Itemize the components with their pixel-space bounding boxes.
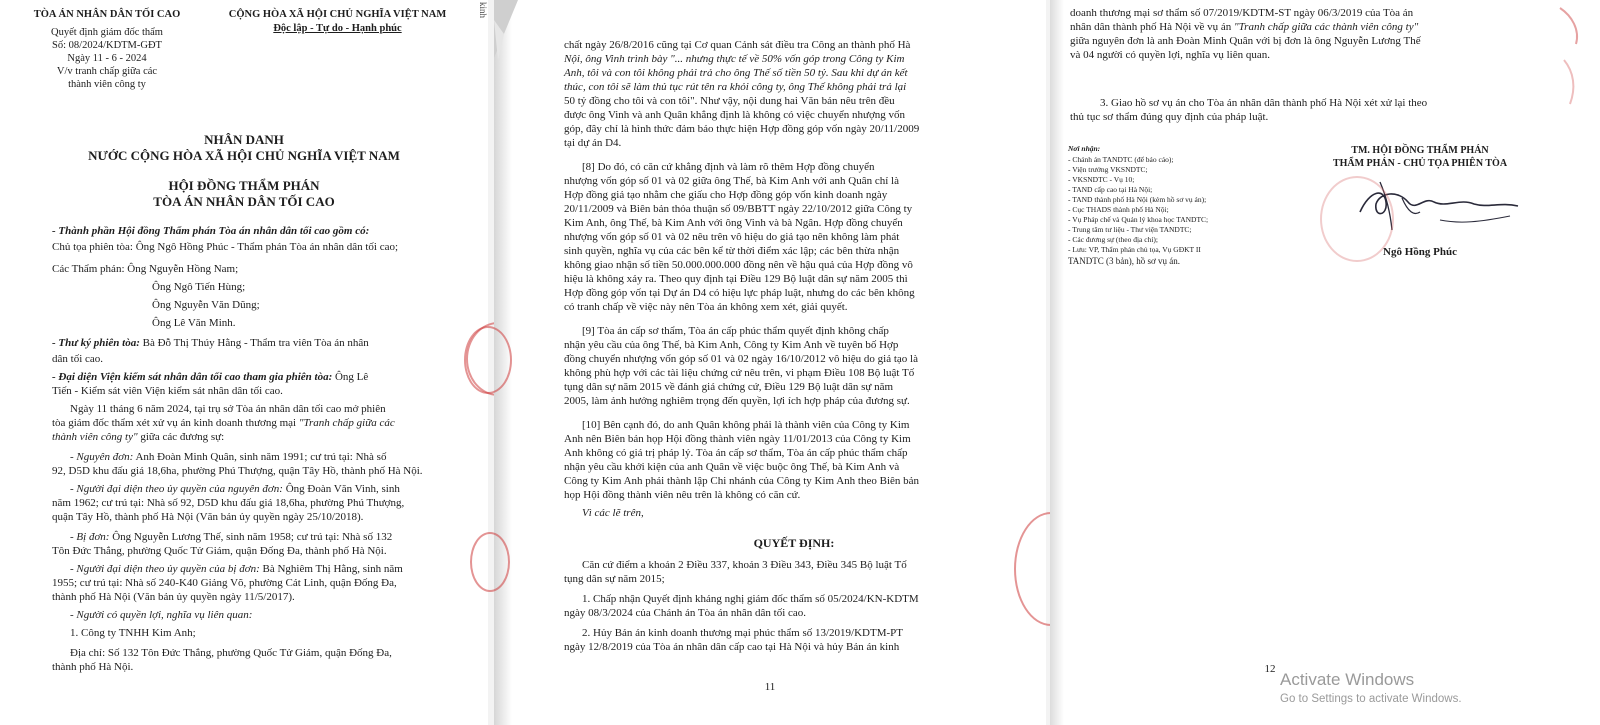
activate-windows-title: Activate Windows <box>1280 670 1415 689</box>
defendant-label: - Bị đơn: <box>70 531 110 543</box>
composition-label: - Thành phần Hội đồng Thẩm phán Tòa án nhân dân tối cao gồm có: <box>52 225 370 237</box>
text-line: Anh không có giá trị pháp lý. Tòa án cấp sơ thẩm, Tòa án cấp phúc thẩm chấp <box>564 447 908 459</box>
national-motto <box>200 22 475 36</box>
text-line: [8] Do đó, có căn cứ khẳng định và làm rõ thêm Hợp đồng chuyển <box>582 161 875 173</box>
plaintiff-rep-label: - Người đại diện theo ủy quyền của nguyên đơn: <box>70 483 283 495</box>
defendant-rep-line-3: thành phố Hà Nội (Văn bản ủy quyền ngày 11/5/2017). <box>52 591 295 603</box>
recipient-item: TANDTC (3 bản), hồ sơ vụ án. <box>1068 256 1181 266</box>
text-line <box>1070 20 1560 34</box>
document-page-3 <box>1050 0 1600 725</box>
decision-reference-block <box>22 26 192 91</box>
text-line: [10] Bên cạnh đó, do anh Quân không phải là thành viên của Công ty Kim <box>582 419 910 431</box>
text-line: tụng dân sự năm 2015 về đánh giá chứng cứ, Điều 129 Bộ luật dân sự năm <box>564 381 894 393</box>
plaintiff-line <box>70 450 472 464</box>
recipient-item: - Vụ Pháp chế và Quản lý khoa học TANDTC; <box>1068 215 1209 224</box>
text-line: không phù hợp với các tài liệu chứng cứ nêu trên, vi phạm Điều 108 Bộ luật Tố <box>564 367 915 379</box>
opening-line-1: Ngày 11 tháng 6 năm 2024, tại trụ sở Tòa án nhân dân tối cao mở phiên <box>70 403 386 415</box>
margin-note: kinh <box>478 2 488 19</box>
defendant-line <box>70 530 472 544</box>
text-line: chất ngày 26/8/2016 cũng tại Cơ quan Cảnh sát điều tra Công an thành phố Hà <box>564 39 911 51</box>
text-line: góp, đây chỉ là hình thức đảm bảo thực hiện Hợp đồng góp vốn ngày 20/11/2009 <box>564 123 920 135</box>
page3-top-paragraph <box>1070 6 1560 62</box>
text-line: đồng chuyển nhượng vốn góp số 01 và 02 ngày 16/10/2012 vô hiệu do giả tạo là <box>564 353 918 365</box>
address-line-2: thành phố Hà Nội. <box>52 661 134 673</box>
paragraph-9 <box>564 324 1024 408</box>
judge-name: Ông Lê Văn Minh. <box>152 317 236 329</box>
page-fold-shadow <box>1050 0 1064 725</box>
page-number: 11 <box>764 681 776 693</box>
related-parties-label: - Người có quyền lợi, nghĩa vụ liên quan: <box>70 609 253 621</box>
ref-line: thành viên công ty <box>68 79 146 90</box>
recipient-item: - TAND cấp cao tại Hà Nội; <box>1068 185 1153 194</box>
clerk-label: - Thư ký phiên tòa: <box>52 337 140 349</box>
text-line: được ông Vinh và anh Quân khẳng định là không có việc chuyển nhượng vốn <box>564 109 906 121</box>
signature-title-2: THẨM PHÁN - CHỦ TỌA PHIÊN TÒA <box>1332 158 1508 169</box>
text-line: Anh, tôi và con tôi không phải trả cho ông Thế số tiền 50 tỷ. Sau khi dự án kết <box>564 67 908 79</box>
text-line: sinh quyền, nghĩa vụ của các bên kể từ thời điểm xác lập; các bên thừa nhận <box>564 245 900 257</box>
text-line: 20/11/2009 và Biên bản thỏa thuận số 09/BBTT ngày 22/10/2012 giữa Công ty <box>564 203 913 215</box>
opening-line-2 <box>52 416 472 430</box>
text-line: không giao nhận số tiền 50.000.000.000 đồng nên về hậu quả của Hợp đồng vô <box>564 259 913 271</box>
decision-2-line: 2. Hủy Bản án kinh doanh thương mại phúc thẩm số 13/2019/KDTM-PT <box>582 627 903 639</box>
document-page-1 <box>0 0 488 725</box>
reasons-line: Vì các lẽ trên, <box>582 507 644 519</box>
plaintiff-line-2: 92, D5D khu đấu giá 18,6ha, phường Phú Thượng, quận Tây Hồ, thành phố Hà Nội. <box>52 465 423 477</box>
text-line: nhận yêu cầu khởi kiện của anh Quân về việc buộc ông Thế, bà Kim Anh và <box>564 461 900 473</box>
republic-title: NƯỚC CỘNG HÒA XÃ HỘI CHỦ NGHĨA VIỆT NAM <box>88 148 400 163</box>
signer-name: Ngô Hồng Phúc <box>1383 246 1457 258</box>
text-line: 50 tỷ đồng cho tôi và con tôi". Như vậy, nội dung hai Văn bản nêu trên đều <box>564 95 895 107</box>
recipient-item: - VKSNDTC - Vụ 10; <box>1068 175 1135 184</box>
recipient-item: - Trung tâm tư liệu - Thư viện TANDTC; <box>1068 225 1192 234</box>
judge-name: Ông Ngô Tiến Hùng; <box>152 281 246 293</box>
clerk-text: Bà Đỗ Thị Thúy Hằng - Thẩm tra viên Tòa án nhân <box>142 337 369 349</box>
text-line: thúc, con tôi sẽ làm thủ tục rút tên ra khỏi công ty, ông Thế không phải trả lại <box>564 81 907 93</box>
text-line: Anh nên Biên bản họp Hội đồng thành viên ngày 11/01/2013 của Công ty Kim <box>564 433 911 445</box>
council-title: HỘI ĐỒNG THẨM PHÁN <box>168 178 320 193</box>
red-stamp-edge <box>470 532 510 592</box>
case-name: "Tranh chấp giữa các thành viên công ty" <box>1234 21 1419 33</box>
in-the-name-of: NHÂN DANH <box>204 132 284 147</box>
text-line: hiệu là không xảy ra. Theo quy định tại Điều 129 Bộ luật dân sự năm 2005 thì <box>564 273 908 285</box>
page-number: 12 <box>1264 663 1276 675</box>
text-line: tại dự án D4. <box>564 137 622 149</box>
text-line: và 04 người có quyền lợi, nghĩa vụ liên quan. <box>1070 49 1270 61</box>
ref-line: Quyết định giám đốc thẩm <box>51 27 163 38</box>
recipient-item: - Lưu: VP, Thẩm phán chủ tọa, Vụ GĐKT II <box>1068 245 1201 254</box>
recipients-list <box>1068 155 1298 267</box>
text-fragment: nhân dân thành phố Hà Nội về vụ án <box>1070 21 1232 33</box>
text-line: Hợp đồng góp vốn tại Dự án D4 có hiệu lực pháp luật, nhưng do các bên không <box>564 287 915 299</box>
judge-name: Ông Nguyễn Văn Dũng; <box>152 299 260 311</box>
page2-top-paragraph <box>564 38 1024 150</box>
text-line: doanh thương mại sơ thẩm số 07/2019/KDTM-ST ngày 06/3/2019 của Tòa án <box>1070 7 1414 19</box>
plaintiff-rep-line <box>70 482 472 496</box>
defendant-rep-line-2: 1955; cư trú tại: Nhà số 240-K40 Giảng Võ, phường Cát Linh, quận Đống Đa, <box>52 577 397 589</box>
parties-intro: giữa các đương sự: <box>140 431 225 443</box>
text-line: Kim Anh, ông Thế, bà Kim Anh với ông Vinh và bà Ngân. Hợp đồng chuyển <box>564 217 903 229</box>
defendant-rep-text: Bà Nghiêm Thị Hằng, sinh năm <box>262 563 403 575</box>
decision-2-line-2: ngày 12/8/2019 của Tòa án nhân dân cấp cao tại Hà Nội và hủy Bản án kinh <box>564 641 900 653</box>
recipient-item: - Cục THADS thành phố Hà Nội; <box>1068 205 1169 214</box>
paragraph-10 <box>564 418 1024 502</box>
text-line: Công ty Kim Anh phải thành lập Chi nhánh của Công ty Kim Anh theo Biên bản <box>564 475 920 487</box>
plaintiff-rep-text: Ông Đoàn Văn Vinh, sinh <box>285 483 400 495</box>
plaintiff-rep-line-2: năm 1962; cư trú tại: Nhà số 92, D5D khu đấu giá 18,6ha, phường Phú Thượng, <box>52 497 405 509</box>
plaintiff-text: Anh Đoàn Minh Quân, sinh năm 1991; cư trú tại: Nhà số <box>135 451 387 463</box>
text-line: nhượng vốn góp số 01 và 02 nêu trên vô hiệu do giả tạo nên không làm phát <box>564 231 900 243</box>
ref-line: V/v tranh chấp giữa các <box>56 66 158 77</box>
recipient-item: - Các đương sự (theo địa chỉ); <box>1068 235 1158 244</box>
signature-title-1: TM. HỘI ĐỒNG THẨM PHÁN <box>1351 145 1489 156</box>
composition-heading <box>52 224 472 238</box>
recipient-item: - Chánh án TANDTC (để báo cáo); <box>1068 155 1174 164</box>
procurator-text: Ông Lê <box>334 371 369 383</box>
procurator-line <box>52 370 472 384</box>
ref-line: Số: 08/2024/KDTM-GĐT <box>52 40 162 51</box>
defendant-rep-label: - Người đại diện theo ủy quyền của bị đơn: <box>70 563 260 575</box>
decision-3-line: 3. Giao hồ sơ vụ án cho Tòa án nhân dân thành phố Hà Nội xét xử lại theo <box>1100 97 1428 109</box>
court-title: TÒA ÁN NHÂN DÂN TỐI CAO <box>153 194 335 209</box>
plaintiff-label: - Nguyên đơn: <box>70 451 134 463</box>
red-stamp-edge <box>464 326 512 394</box>
clerk-line <box>52 336 472 350</box>
decision-1-line-2: ngày 08/3/2024 của Chánh án Tòa án nhân dân tối cao. <box>564 607 807 619</box>
national-title: CỘNG HÒA XÃ HỘI CHỦ NGHĨA VIỆT NAM <box>228 9 447 20</box>
text-line: Nội, ông Vinh trình bày "... nhưng thực tế về 50% vốn góp trong Công ty Kim <box>564 53 905 65</box>
procurator-line-2: Tiến - Kiểm sát viên Viện kiểm sát nhân dân tối cao. <box>52 385 283 397</box>
procurator-label: - Đại diện Viện kiểm sát nhân dân tối cao tham gia phiên tòa: <box>52 371 333 383</box>
clerk-line-2: dân tối cao. <box>52 353 104 365</box>
text-line: nhượng vốn góp số 01 và 02 giữa ông Thế, bà Kim Anh với anh Quân chỉ là <box>564 175 899 187</box>
decision-3-line-2: thủ tục sơ thẩm đúng quy định của pháp luật. <box>1070 111 1269 123</box>
text-line: có tranh chấp về việc này nên Tòa án không xem xét, giải quyết. <box>564 301 848 313</box>
chair-line: Chủ tọa phiên tòa: Ông Ngô Hồng Phúc - Thẩm phán Tòa án nhân dân tối cao; <box>52 241 399 253</box>
text-line: Hợp đồng giả tạo nhằm che giấu cho Hợp đồng góp vốn kinh doanh ngày <box>564 189 888 201</box>
opening-text: tòa giám đốc thẩm xét xử vụ án kinh doanh thương mại <box>52 417 297 429</box>
opening-line-3 <box>52 430 472 444</box>
related-party-1: 1. Công ty TNHH Kim Anh; <box>70 627 196 639</box>
judges-line: Các Thẩm phán: Ông Nguyễn Hồng Nam; <box>52 263 239 275</box>
activate-windows-subtitle: Go to Settings to activate Windows. <box>1280 693 1462 705</box>
text-line: nhận yêu cầu của ông Thế, bà Kim Anh, Công ty Kim Anh về tuyên bố Hợp <box>564 339 899 351</box>
text-line: giữa nguyên đơn là anh Đoàn Minh Quân với bị đơn là ông Nguyễn Lương Thế <box>1070 35 1421 47</box>
defendant-line-2: Tôn Đức Thắng, phường Quốc Tử Giám, quận Đống Đa, thành phố Hà Nội. <box>52 545 387 557</box>
defendant-rep-line <box>70 562 472 576</box>
recipients-heading: Nơi nhận: <box>1068 144 1101 153</box>
ref-line: Ngày 11 - 6 - 2024 <box>67 53 147 64</box>
page-corner-marks <box>1550 0 1600 120</box>
decision-1-line: 1. Chấp nhận Quyết định kháng nghị giám đốc thẩm số 05/2024/KN-KDTM <box>582 593 919 605</box>
recipient-item: - TAND thành phố Hà Nội (kèm hồ sơ vụ án); <box>1068 195 1207 204</box>
plaintiff-rep-line-3: quận Tây Hồ, thành phố Hà Nội (Văn bản ủy quyền ngày 25/10/2018). <box>52 511 364 523</box>
recipient-item: - Viện trưởng VKSNDTC; <box>1068 165 1148 174</box>
basis-line-2: tụng dân sự năm 2015; <box>564 573 665 585</box>
court-name: TÒA ÁN NHÂN DÂN TỐI CAO <box>33 9 181 20</box>
case-name-cont: thành viên công ty" <box>52 431 138 443</box>
basis-line-1: Căn cứ điểm a khoản 2 Điều 337, khoản 3 Điều 343, Điều 345 Bộ luật Tố <box>582 559 907 571</box>
paragraph-8 <box>564 160 1024 314</box>
decision-heading: QUYẾT ĐỊNH: <box>753 536 835 550</box>
motto-text: Độc lập - Tự do - Hạnh phúc <box>273 23 402 34</box>
defendant-text: Ông Nguyễn Lương Thế, sinh năm 1958; cư trú tại: Nhà số 132 <box>112 531 393 543</box>
text-line: họp Hội đồng thành viên nêu trên là không có căn cứ. <box>564 489 801 501</box>
case-name: "Tranh chấp giữa các <box>298 417 395 429</box>
address-line: Địa chỉ: Số 132 Tôn Đức Thắng, phường Quốc Tử Giám, quận Đống Đa, <box>70 647 392 659</box>
document-page-2 <box>478 0 1046 725</box>
text-line: 2005, làm ảnh hưởng nghiêm trọng đến quyền, lợi ích hợp pháp của đương sự. <box>564 395 910 407</box>
page-fold-corner <box>494 0 534 60</box>
text-line: [9] Tòa án cấp sơ thẩm, Tòa án cấp phúc thẩm quyết định không chấp <box>582 325 889 337</box>
